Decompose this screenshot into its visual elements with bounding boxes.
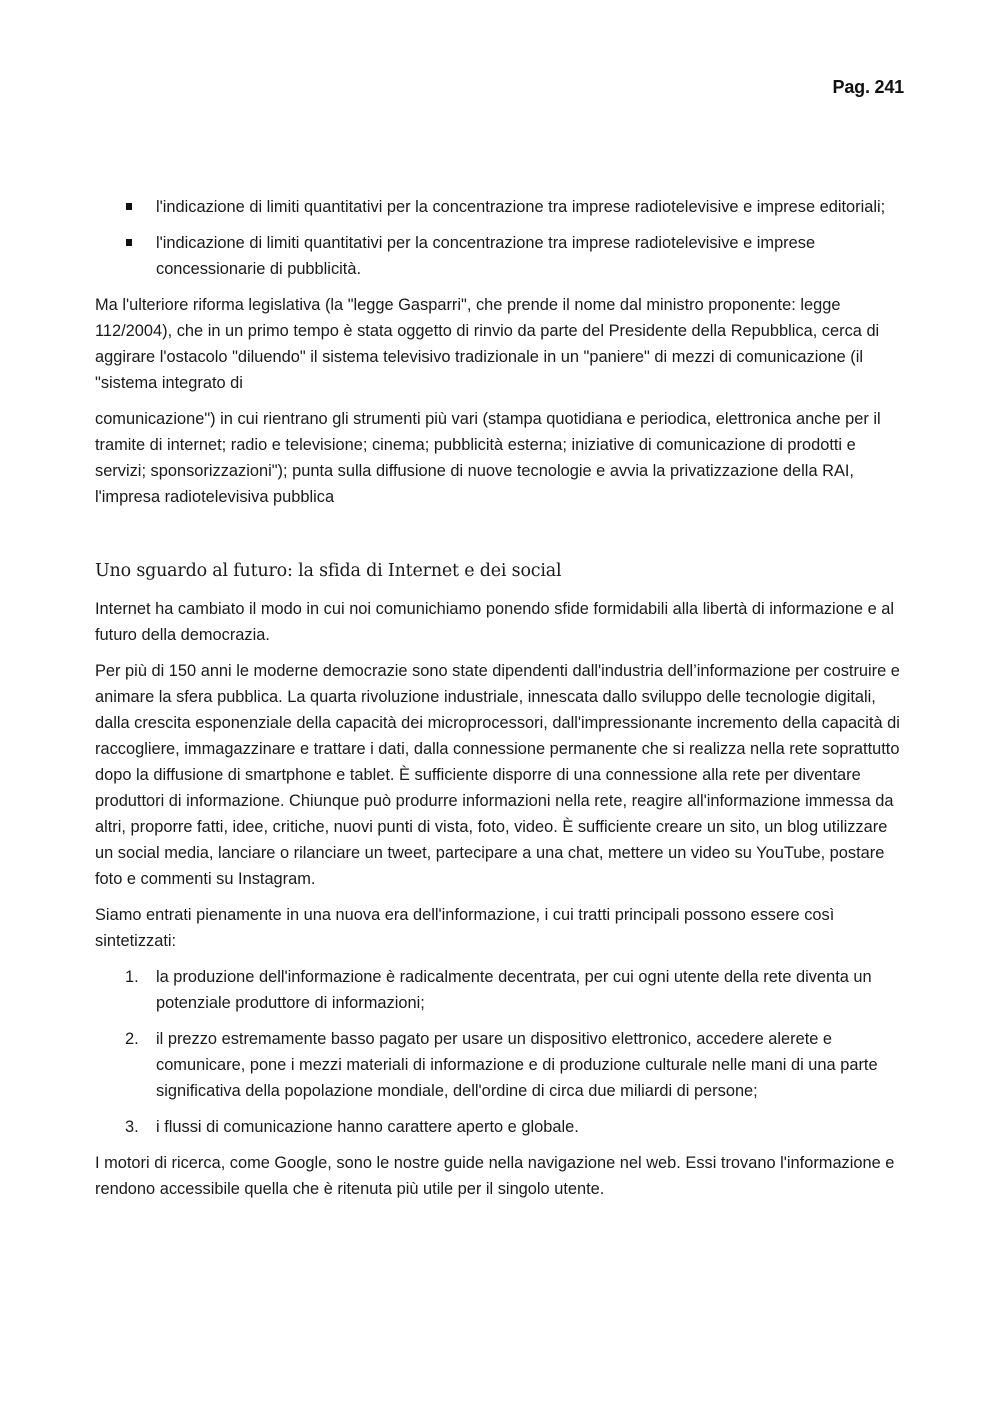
- item-text: i flussi di comunicazione hanno carattere aperto e globale.: [156, 1118, 579, 1136]
- page-content: [95, 194, 905, 1212]
- bullet-list: [95, 194, 905, 282]
- page-number: Pag. 241: [832, 77, 904, 97]
- square-bullet-icon: [126, 203, 132, 210]
- item-number: 1.: [125, 968, 139, 986]
- numbered-item: [95, 1114, 905, 1140]
- square-bullet-icon: [126, 239, 132, 246]
- paragraph-internet-intro: Internet ha cambiato il modo in cui noi comunichiamo ponendo sfide formidabili alla libertà di informazione e al futuro della democrazia.: [95, 600, 895, 644]
- item-number: 2.: [125, 1030, 139, 1048]
- section-heading: Uno sguardo al futuro: la sfida di Internet e dei social: [95, 561, 562, 581]
- bullet-item: [95, 194, 905, 220]
- paragraph-nuova-era: Siamo entrati pienamente in una nuova era dell'informazione, i cui tratti principali possono essere così sintetizzati:: [95, 906, 835, 950]
- bullet-item: [95, 230, 905, 282]
- item-text: la produzione dell'informazione è radicalmente decentrata, per cui ogni utente della rete diventa un potenziale produttore di informazioni;: [156, 968, 872, 1012]
- bullet-text: l'indicazione di limiti quantitativi per la concentrazione tra imprese radiotelevisive e imprese concessionarie di pubblicità.: [156, 234, 816, 278]
- bullet-text: l'indicazione di limiti quantitativi per la concentrazione tra imprese radiotelevisive e imprese editoriali;: [156, 198, 886, 216]
- paragraph-democrazie: Per più di 150 anni le moderne democrazie sono state dipendenti dall'industria dell’informazione per costruire e animare la sfera pubblica. La quarta rivoluzione industriale, innescata dallo sviluppo delle tecnologie digitali, dalla crescita esponenziale della capacità dei microprocessori, dall'impressionante incremento della capacità di raccogliere, immagazzinare e trattare i dati, dalla connessione permanente che si realizza nella rete soprattutto dopo la diffusione di smartphone e tablet. È sufficiente disporre di una connessione alla rete per diventare produttori di informazione. Chiunque può produrre informazioni nella rete, reagire all'informazione immessa da altri, proporre fatti, idee, critiche, nuovi punti di vista, foto, video. È sufficiente creare un sito, un blog utilizzare un social media, lanciare o rilanciare un tweet, partecipare a una chat, mettere un video su YouTube, postare foto e commenti su Instagram.: [95, 662, 900, 888]
- paragraph-motori-ricerca: I motori di ricerca, come Google, sono le nostre guide nella navigazione nel web. Essi trovano l'informazione e rendono accessibile quella che è ritenuta più utile per il singolo utente.: [95, 1154, 895, 1198]
- numbered-item: [95, 1026, 905, 1104]
- numbered-item: [95, 964, 905, 1016]
- paragraph-legge-gasparri: Ma l'ulteriore riforma legislativa (la "legge Gasparri", che prende il nome dal ministro proponente: legge 112/2004), che in un primo tempo è stata oggetto di rinvio da parte del Presidente della Repubblica, cerca di aggirare l'ostacolo "diluendo" il sistema televisivo tradizionale in un "paniere" di mezzi di comunicazione (il "sistema integrato di: [95, 296, 880, 392]
- numbered-list: [95, 964, 905, 1140]
- paragraph-sistema-integrato: comunicazione") in cui rientrano gli strumenti più vari (stampa quotidiana e periodica, elettronica anche per il tramite di internet; radio e televisione; cinema; pubblicità esterna; iniziative di comunicazione di prodotti e servizi; sponsorizzazioni"); punta sulla diffusione di nuove tecnologie e avvia la privatizzazione della RAI, l'impresa radiotelevisiva pubblica: [95, 410, 881, 506]
- item-text: il prezzo estremamente basso pagato per usare un dispositivo elettronico, accedere alerete e comunicare, pone i mezzi materiali di informazione e di produzione culturale nelle mani di una parte significativa della popolazione mondiale, dell'ordine di circa due miliardi di persone;: [156, 1030, 878, 1100]
- item-number: 3.: [125, 1118, 139, 1136]
